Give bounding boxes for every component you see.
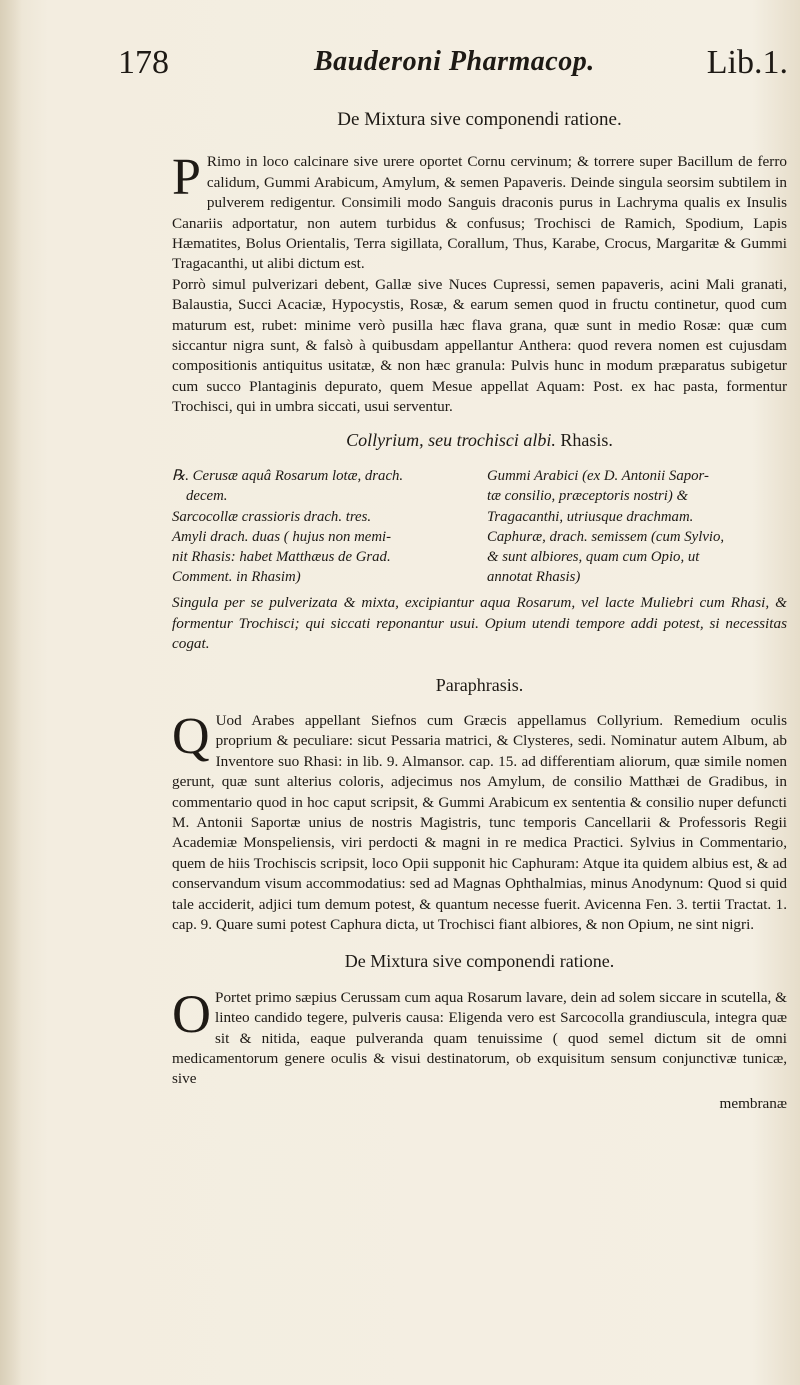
paraphrasis-heading: Paraphrasis. [435,674,524,695]
recipe-author: Rhasis. [560,429,613,450]
paragraph-paraphrasis [172,707,787,935]
recipe-heading [172,430,787,450]
paragraph-primo-text: Rimo in loco calcinare sive urere oportet Cornu cervinum; & torrere super Bacillum de ferro calidum, Gummi Arabicum, Amylum, & semen Papaveris. Deinde singula seorsim subtilem in pulverem redigentur. Consimili modo Sanguis draconis purus in Lachryma qualis ex Insulis Canariis adportatur, non autem turbidus & confusus; Trochisci de Ramich, Spodium, Lapis Hæmatites, Bolus Orientalis, Terra sigillata, Corallum, Thus, Karabe, Crocus, Margaritæ & Gummi Tragacanthi, ut alibi dictum est. [172,153,787,273]
ingredient-line: & sunt albiores, quam cum Opio, ut [487,548,700,565]
catchword: membranæ [719,1094,787,1112]
paragraph-oportet [172,983,787,1090]
section-heading-mixtura: De Mixtura sive componendi ratione. [337,109,622,130]
ingredient-line: annotat Rhasis) [487,569,581,586]
drop-cap-q: Q [172,707,210,765]
ingredient-line: Tragacanthi, utriusque drachmam. [487,508,694,525]
ingredient-line: nit Rhasis: habet Matthæus de Grad. [172,548,391,565]
ingredients-right-column [487,466,787,587]
ingredient-line: decem. [186,488,228,505]
paragraph-paraphrasis-text: Uod Arabes appellant Siefnos cum Græcis appellamus Collyrium. Remedium oculis proprium & peculiare: sicut Pessaria matrici, & Clysteres, sedi. Nominatur autem Album, ab Inventore suo Rhasi: in lib. 9. Almansor. cap. 15. ad differentiam aliorum, quæ simile nomen gerunt, quæ sunt alterius coloris, adjecimus nos Amylum, de consilio Matthæi de Gradibus, in commentario quod in hoc caput scripsit, & Gummi Arabicum ex sententia & consilio nuper defuncti M. Antonii Saportæ unius de nostris Magistris, tunc temporis Cancellarii & Professoris Regii Academiæ Monspeliensis, viri perdocti & magni in re medica Practici. Sylvius in Commentario, quem de hiis Trochiscis scripsit, loco Opii supponit hic Caphuram: Atque ita quidem albius est, & ad conservandum visum accommodatius: sed ad Magnas Ophthalmias, minus Anodynum: Quod si quid tale acciderit, adjici tum demum potest, & quantum necesse fuerit. Avicenna Fen. 3. tertii Tractat. 1. cap. 9. Quare sumi potest Caphura dicta, ut Trochisci fiant albiores, & non Opium, ne sint nigri. [172,711,787,933]
recipe-title: Collyrium, seu trochisci albi. [346,429,556,450]
ingredient-line: Gummi Arabici (ex D. Antonii Sapor- [487,468,709,485]
paragraph-porro: Porrò simul pulverizari debent, Gallæ sive Nuces Cupressi, semen papaveris, acini Mali granati, Balaustia, Succi Acaciæ, Hypocystis, Rosæ, & earum semen quod in fructu continetur, quod cum maturum est, rubet: minime verò pusilla hæc flava grana, quæ sunt in medio Rosæ: quæ cum siccantur nigra sunt, & falsò à quibusdam appellantur Anthera: quod revera nomen est cujusdam compositionis antiquitus usitatæ, & non hæc granula: Pulvis hunc in modum præparatus subigetur cum succo Plantaginis depurato, quem Mesue appellat Aquam: Post. ex hac pasta, formentur Trochisci, qui in umbra siccati, usui serventur. [172,275,787,416]
drop-cap-o: O [172,983,211,1044]
book-number: Lib.1. [706,44,788,81]
running-header [118,44,790,94]
page-body [172,108,787,1114]
ingredient-line: Caphuræ, drach. semissem (cum Sylvio, [487,528,725,545]
paragraph-primo [172,149,787,274]
ingredient-line: Sarcocollæ crassioris drach. tres. [172,508,372,525]
recipe-instructions: Singula per se pulverizata & mixta, excipiantur aqua Rosarum, vel lacte Muliebri cum Rhasi, & formentur Trochisci; qui siccati reponantur usui. Opium utendi tempore addi potest, si necessitas cogat. [172,594,787,653]
page-gutter-shadow [0,0,22,1385]
ingredient-line: ℞. Cerusæ aquâ Rosarum lotæ, drach. [172,468,404,485]
ingredient-line: tæ consilio, præceptoris nostri) & [487,488,689,505]
drop-cap-p: P [172,149,201,207]
page-number: 178 [118,44,169,81]
paragraph-oportet-text: Portet primo sæpius Cerussam cum aqua Rosarum lavare, dein ad solem siccare in scutella, & linteo candido tegere, pulveris causa: Eligenda vero est Sarcocolla grandiuscula, integra quæ sit & nitida, eaque pulveranda quam tenuissime ( quod semel dictum sit de omni medicamentorum genere oculis & visui destinatorum, ob exquisitum sensum conjunctivæ tunicæ, sive [172,988,787,1088]
running-title: Bauderoni Pharmacop. [314,46,595,77]
ingredient-line: Comment. in Rhasim) [172,569,301,586]
ingredients-left-column [172,466,472,587]
section-heading-mixtura-2: De Mixtura sive componendi ratione. [344,951,615,972]
recipe-ingredients [172,466,787,587]
ingredient-line: Amyli drach. duas ( hujus non memi- [172,528,392,545]
